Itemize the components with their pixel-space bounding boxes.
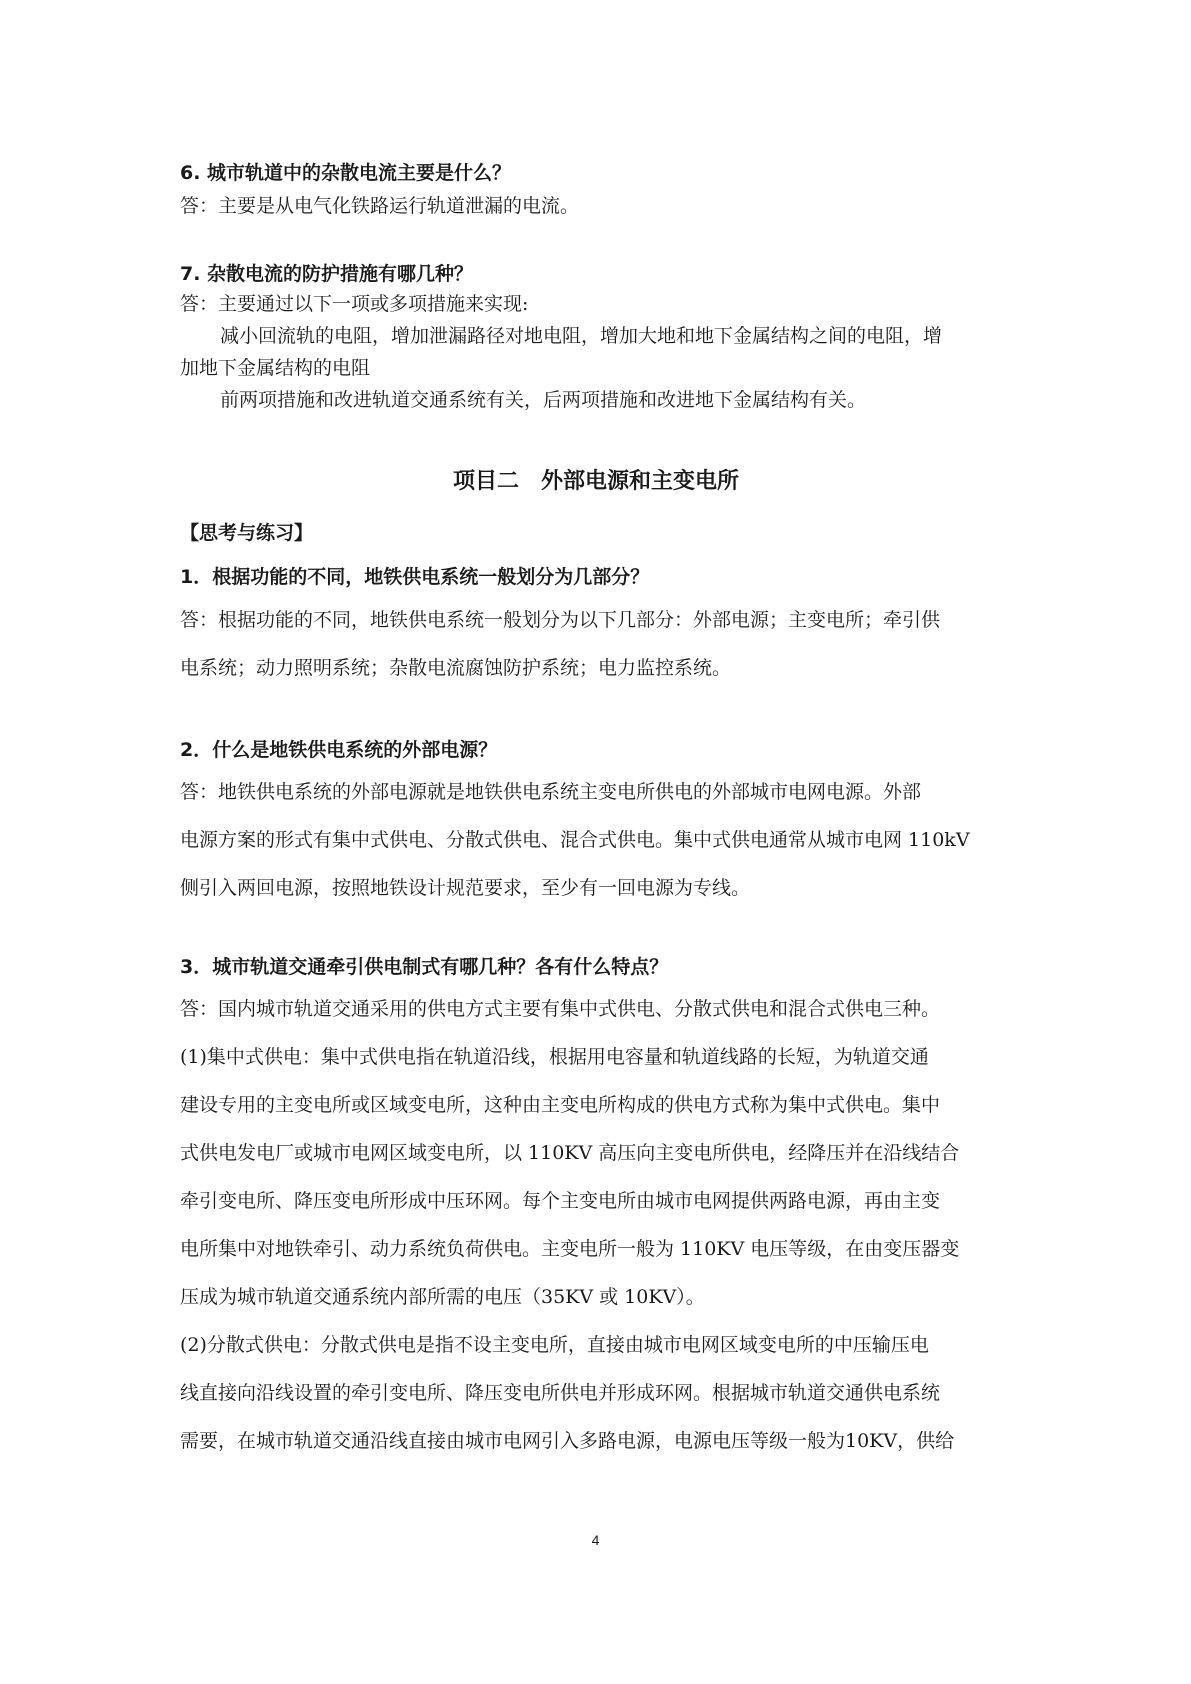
answer-7 [180,288,1012,416]
answer-7-line-1: 答：主要通过以下一项或多项措施来实现: [180,293,529,315]
section-answer-3-line-7: 压成为城市轨道交通系统内部所需的电压（35KV 或 10KV）。 [180,1286,705,1308]
section-answer-1 [180,596,1012,692]
answer-7-line-3: 加地下金属结构的电阻 [180,357,371,379]
section-answer-3-line-4: 式供电发电厂或城市电网区域变电所，以 110KV 高压向主变电所供电，经降压并在沿线结合 [180,1142,960,1164]
section-answer-2-line-3: 侧引入两回电源，按照地铁设计规范要求，至少有一回电源为专线。 [180,877,751,899]
answer-7-line-4: 前两项措施和改进轨道交通系统有关，后两项措施和改进地下金属结构有关。 [220,389,867,411]
section-answer-3-line-5: 牵引变电所、降压变电所形成中压环网。每个主变电所由城市电网提供两路电源，再由主变 [180,1190,941,1212]
section-answer-2-line-2: 电源方案的形式有集中式供电、分散式供电、混合式供电。集中式供电通常从城市电网 110kV [180,829,970,851]
section-answer-3-line-8: (2)分散式供电：分散式供电是指不设主变电所，直接由城市电网区域变电所的中压输压电 [180,1334,929,1356]
question-6: 6. 城市轨道中的杂散电流主要是什么？ [180,162,512,184]
question-7: 7. 杂散电流的防护措施有哪几种？ [180,263,474,285]
answer-6: 答：主要是从电气化铁路运行轨道泄漏的电流。 [180,195,580,217]
section-question-3: 3．城市轨道交通牵引供电制式有哪几种？各有什么特点？ [180,956,669,978]
section-answer-3-line-10: 需要，在城市轨道交通沿线直接由城市电网引入多路电源，电源电压等级一般为10KV，供给 [180,1430,955,1452]
section-answer-3-line-1: 答：国内城市轨道交通采用的供电方式主要有集中式供电、分散式供电和混合式供电三种。 [180,998,941,1020]
page-number: 4 [591,1532,600,1548]
section-answer-2 [180,768,1012,912]
section-answer-3-line-6: 电所集中对地铁牵引、动力系统负荷供电。主变电所一般为 110KV 电压等级，在由变压器变 [180,1238,960,1260]
section-answer-3-line-3: 建设专用的主变电所或区域变电所，这种由主变电所构成的供电方式称为集中式供电。集中 [180,1094,941,1116]
section-question-1: 1．根据功能的不同，地铁供电系统一般划分为几部分？ [180,566,650,588]
section-answer-1-line-2: 电系统；动力照明系统；杂散电流腐蚀防护系统；电力监控系统。 [180,657,732,679]
section-question-2: 2．什么是地铁供电系统的外部电源？ [180,739,498,761]
section-answer-3-line-9: 线直接向沿线设置的牵引变电所、降压变电所供电并形成环网。根据城市轨道交通供电系统 [180,1382,941,1404]
section-answer-2-line-1: 答：地铁供电系统的外部电源就是地铁供电系统主变电所供电的外部城市电网电源。外部 [180,781,922,803]
section-title: 项目二 外部电源和主变电所 [452,469,739,494]
section-subtitle: 【思考与练习】 [180,522,314,544]
section-answer-3-line-2: (1)集中式供电：集中式供电指在轨道沿线，根据用电容量和轨道线路的长短，为轨道交通 [180,1046,929,1068]
answer-7-line-2: 减小回流轨的电阻，增加泄漏路径对地电阻，增加大地和地下金属结构之间的电阻，增 [220,325,943,347]
section-answer-1-line-1: 答：根据功能的不同，地铁供电系统一般划分为以下几部分：外部电源；主变电所；牵引供 [180,609,941,631]
section-answer-3 [180,985,1012,1465]
